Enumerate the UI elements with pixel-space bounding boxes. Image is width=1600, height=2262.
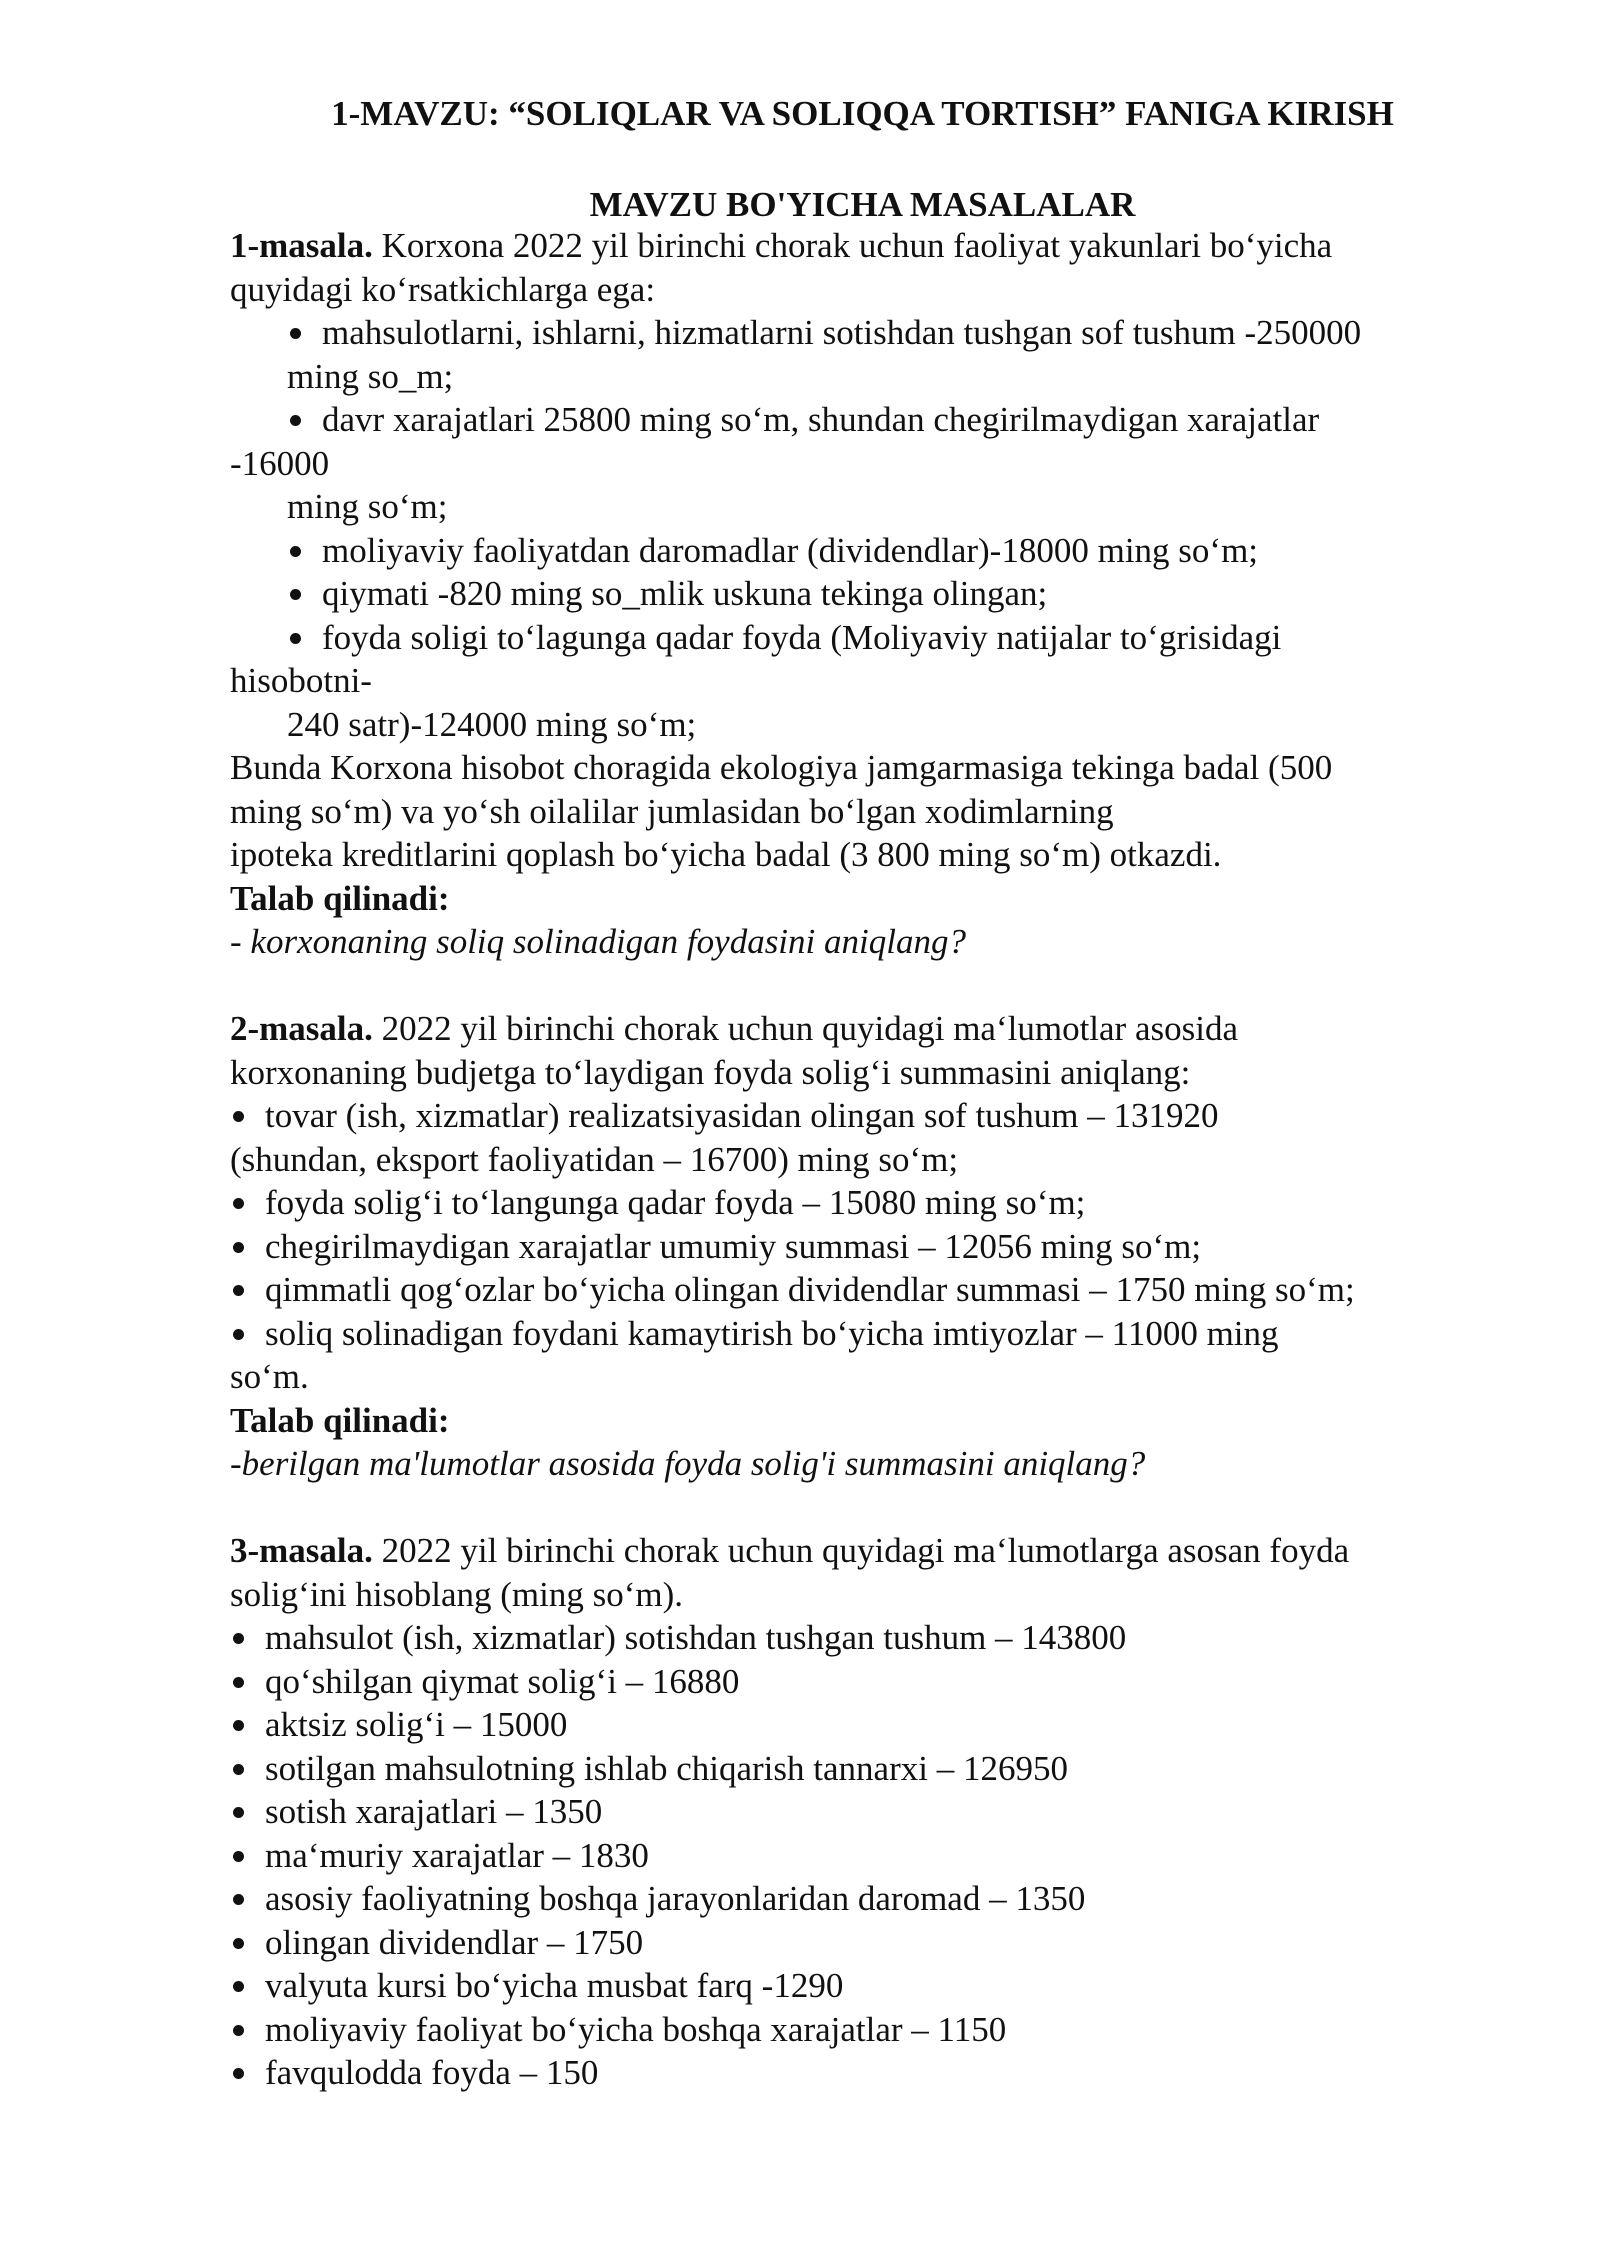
problem-1-text-3: ipoteka kreditlarini qoplash bo‘yicha badal (3 800 ming so‘m) otkazdi. — [230, 835, 1222, 874]
problem-1-bullet-1-cont: ming so_m; — [287, 356, 454, 396]
problem-2-intro — [230, 1007, 1470, 1051]
problem-3-item: favqulodda foyda – 150 — [230, 2051, 1470, 2095]
problem-2-requirement-label: Talab qilinadi: — [230, 1400, 450, 1440]
problem-1-bullet-5-cont2: 240 satr)-124000 ming so‘m; — [287, 704, 697, 744]
problem-2-bullet-1: tovar (ish, xizmatlar) realizatsiyasidan olingan sof tushum – 131920 — [230, 1094, 1470, 1138]
problem-1-text-2: ming so‘m) va yo‘sh oilalilar jumlasidan bo‘lgan xodimlarning — [230, 791, 1114, 831]
problem-3-intro — [230, 1529, 1470, 1573]
document-title: 1-MAVZU: “SOLIQLAR VA SOLIQQA TORTISH” FANIGA KIRISH — [331, 94, 1394, 133]
problem-1-bullet-5: foyda soligi to‘lagunga qadar foyda (Moliyaviy natijalar to‘grisidagi — [230, 616, 1470, 660]
problem-1-intro-cont: quyidagi ko‘rsatkichlarga ega: — [230, 269, 656, 309]
problem-1-intro — [230, 224, 1470, 268]
section-subtitle: MAVZU BO'YICHA MASALALAR — [589, 185, 1136, 224]
problem-3-item: ma‘muriy xarajatlar – 1830 — [230, 1834, 1470, 1878]
problem-1-requirement-label: Talab qilinadi: — [230, 878, 450, 918]
problem-2-bullet-1-cont: (shundan, eksport faoliyatidan – 16700) ming so‘m; — [230, 1139, 959, 1179]
problem-3-item: aktsiz solig‘i – 15000 — [230, 1703, 1470, 1747]
problem-3-item: sotish xarajatlari – 1350 — [230, 1790, 1470, 1834]
problem-3-intro-text: 2022 yil birinchi chorak uchun quyidagi ma‘lumotlarga asosan foyda — [372, 1531, 1350, 1570]
problem-1-bullet-1: mahsulotlarni, ishlarni, hizmatlarni sotishdan tushgan sof tushum -250000 — [230, 311, 1470, 355]
problem-1-bullet-5-cont: hisobotni- — [230, 661, 372, 700]
problem-3-label: 3-masala. — [230, 1531, 373, 1570]
problem-3-item: qo‘shilgan qiymat solig‘i – 16880 — [230, 1660, 1470, 1704]
problem-1-label: 1-masala. — [230, 226, 373, 265]
problem-3-intro-cont: solig‘ini hisoblang (ming so‘m). — [230, 1574, 684, 1614]
problem-1-bullet-4: qiymati -820 ming so_mlik uskuna tekinga olingan; — [230, 572, 1470, 616]
problem-3-item: olingan dividendlar – 1750 — [230, 1921, 1470, 1965]
problem-3-item: valyuta kursi bo‘yicha musbat farq -1290 — [230, 1964, 1470, 2008]
problem-1-bullet-3: moliyaviy faoliyatdan daromadlar (dividendlar)-18000 ming so‘m; — [230, 529, 1470, 573]
spacer — [230, 964, 1470, 1008]
problem-1-text-1: Bunda Korxona hisobot choragida ekologiya jamgarmasiga tekinga badal (500 — [230, 748, 1333, 787]
problem-3-item: asosiy faoliyatning boshqa jarayonlaridan daromad – 1350 — [230, 1877, 1470, 1921]
problem-1-bullet-2-cont: -16000 — [230, 443, 330, 483]
problem-2-intro-text: 2022 yil birinchi chorak uchun quyidagi ma‘lumotlar asosida — [372, 1009, 1238, 1048]
problem-2-label: 2-masala. — [230, 1009, 373, 1048]
spacer — [230, 1486, 1470, 1530]
problem-1-intro-text: Korxona 2022 yil birinchi chorak uchun faoliyat yakunlari bo‘yicha — [372, 226, 1333, 265]
problem-1-bullet-2: davr xarajatlari 25800 ming so‘m, shundan chegirilmaydigan xarajatlar — [230, 398, 1470, 442]
problem-2-bullet-2: foyda solig‘i to‘langunga qadar foyda – 15080 ming so‘m; — [230, 1181, 1470, 1225]
problem-2-bullet-4: qimmatli qog‘ozlar bo‘yicha olingan dividendlar summasi – 1750 ming so‘m; — [230, 1268, 1470, 1312]
problem-1-task: - korxonaning soliq solinadigan foydasini aniqlang? — [230, 922, 966, 961]
problem-3-item: moliyaviy faoliyat bo‘yicha boshqa xarajatlar – 1150 — [230, 2008, 1470, 2052]
problem-2-bullet-5: soliq solinadigan foydani kamaytirish bo‘yicha imtiyozlar – 11000 ming — [230, 1312, 1470, 1356]
document-body — [230, 224, 1470, 2095]
problem-2-bullet-5-cont: so‘m. — [230, 1357, 309, 1396]
problem-2-intro-cont: korxonaning budjetga to‘laydigan foyda solig‘i summasini aniqlang: — [230, 1052, 1191, 1092]
problem-2-bullet-3: chegirilmaydigan xarajatlar umumiy summasi – 12056 ming so‘m; — [230, 1225, 1470, 1269]
problem-1-bullet-2-cont2: ming so‘m; — [287, 487, 448, 526]
problem-3-item: mahsulot (ish, xizmatlar) sotishdan tushgan tushum – 143800 — [230, 1616, 1470, 1660]
problem-3-item: sotilgan mahsulotning ishlab chiqarish tannarxi – 126950 — [230, 1747, 1470, 1791]
problem-2-task: -berilgan ma'lumotlar asosida foyda solig'i summasini aniqlang? — [230, 1444, 1146, 1483]
